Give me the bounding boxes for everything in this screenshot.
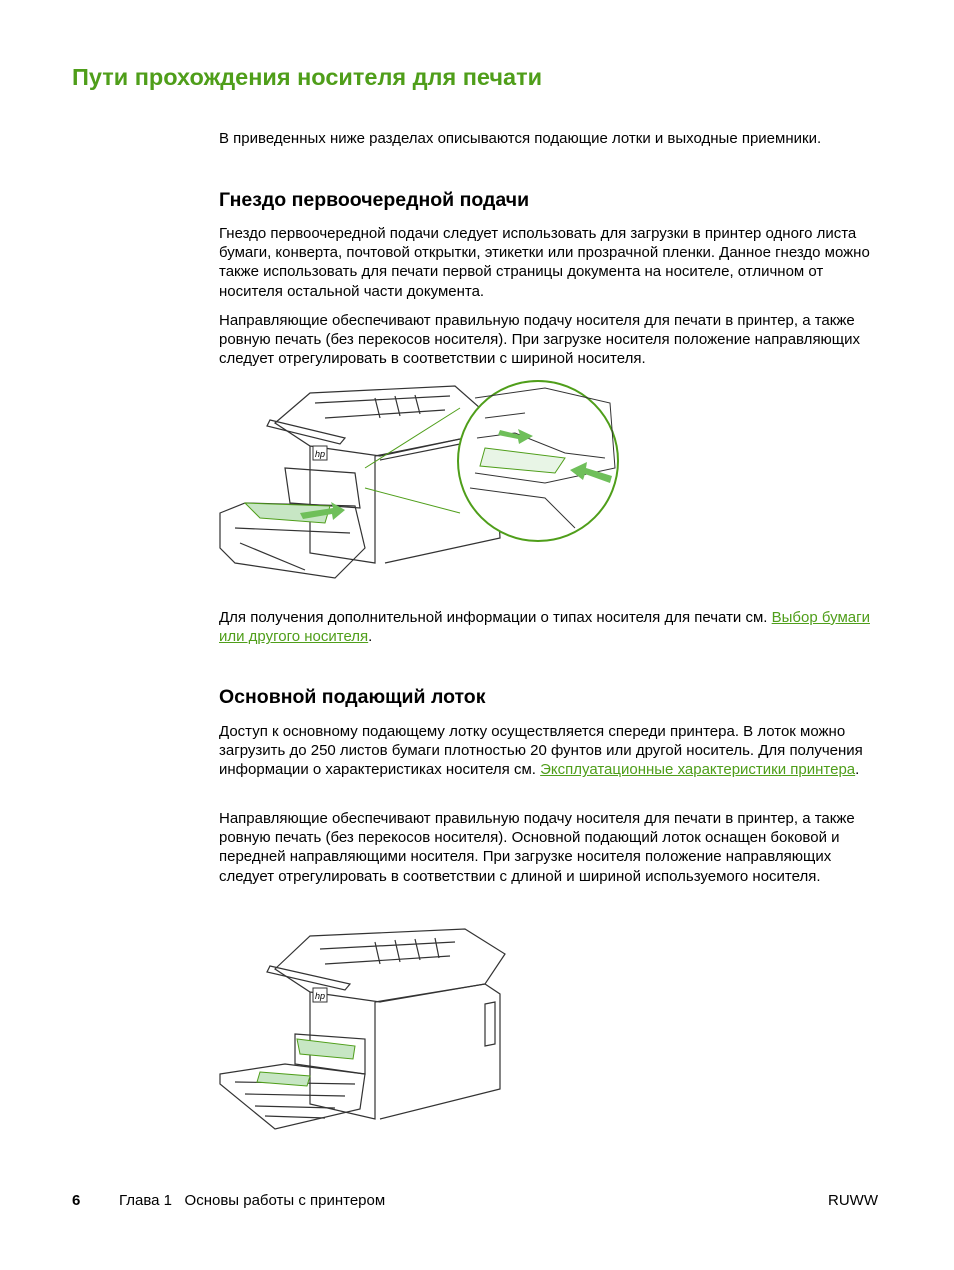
hp-logo: hp xyxy=(315,449,326,459)
more-info-text: Для получения дополнительной информации о типах носителя для печати см. xyxy=(219,609,772,626)
media-selection-link[interactable]: Выбор бумаги или другого носителя xyxy=(219,609,870,646)
doc-code: RUWW xyxy=(828,1192,878,1209)
page-number: 6 xyxy=(72,1192,81,1209)
chapter-title: Глава 1 Основы работы с принтером xyxy=(119,1192,386,1209)
priority-slot-paragraph-1: Гнездо первоочередной подачи следует использовать для загрузки в принтер одного листа бумаги, конверта, почтовой открытки, этикетки или прозрачной пленки. Данное гнездо можно также использовать для печати первой страницы документа на носителе, отличном от носителя остальной части документа. xyxy=(219,225,870,300)
main-tray-paragraph-2: Направляющие обеспечивают правильную подачу носителя для печати в принтер, а также ровную печать (без перекосов носителя). Основной подающий лоток оснащен боковой и передней направляющими носителя. При загрузке носителя положение направляющих следует отрегулировать в соответствии с длиной и шириной используемого носителя. xyxy=(219,810,855,885)
paper-stack xyxy=(297,1039,355,1059)
section-heading-main-tray: Основной подающий лоток xyxy=(219,686,486,708)
front-guide xyxy=(257,1072,310,1086)
main-tray-paragraph-1 xyxy=(219,722,879,780)
priority-slot-paragraph-2: Направляющие обеспечивают правильную подачу носителя для печати в принтер, а также ровную печать (без перекосов носителя). При загрузке носителя положение направляющих следует отрегулировать в соответствии с шириной носителя. xyxy=(219,312,861,368)
main-tray-text: Доступ к основному подающему лотку осуществляется спереди принтера. В лоток можно загрузить до 250 листов бумаги плотностью 20 фунтов или другой носитель. Для получения информации о характеристиках носителя см. xyxy=(219,723,863,779)
period: . xyxy=(368,628,373,646)
page-title: Пути прохождения носителя для печати xyxy=(72,64,543,90)
priority-slot-illustration xyxy=(215,378,625,588)
priority-slot-paragraph-3 xyxy=(219,608,879,646)
printer-specifications-link[interactable]: Эксплуатационные характеристики принтера xyxy=(540,761,856,779)
section-heading-priority-slot: Гнездо первоочередной подачи xyxy=(219,189,530,211)
main-tray-illustration xyxy=(215,924,515,1134)
hp-logo-2: hp xyxy=(315,991,326,1001)
period: . xyxy=(855,761,860,779)
intro-paragraph: В приведенных ниже разделах описываются подающие лотки и выходные приемники. xyxy=(219,130,822,147)
